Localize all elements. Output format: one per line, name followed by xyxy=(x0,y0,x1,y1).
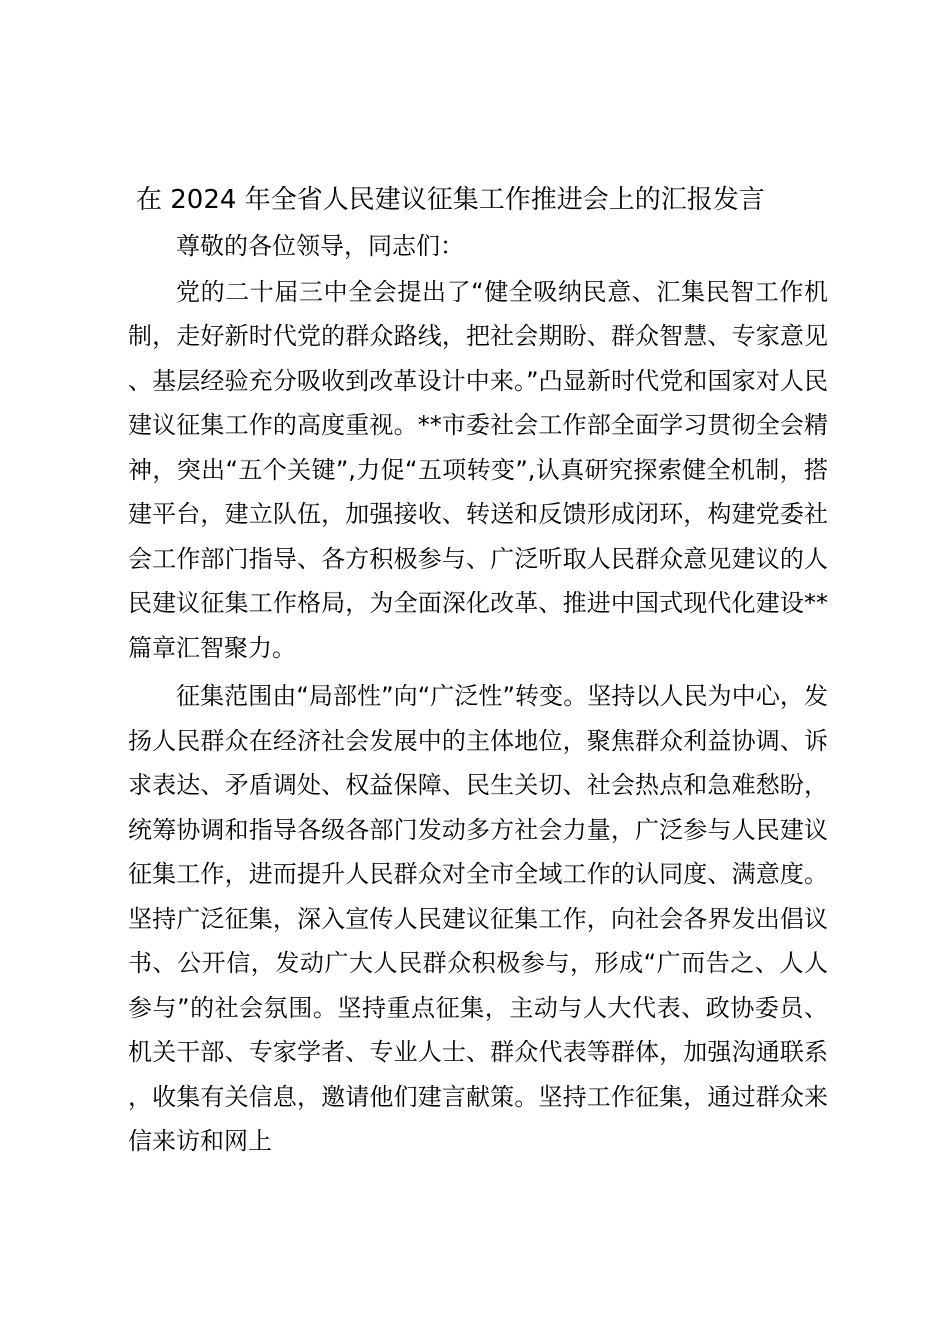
body-paragraph: 征集范围由“局部性”向“广泛性”转变。坚持以人民为中心，发扬人民群众在经济社会发展中的主体地位，聚焦群众利益协调、诉求表达、矛盾调处、权益保障、民生关切、社会热点和急难愁盼，统筹协调和指导各级各部门发动多方社会力量，广泛参与人民建议征集工作，进而提升人民群众对全市全域工作的认同度、满意度。坚持广泛征集，深入宣传人民建议征集工作，向社会各界发出倡议书、公开信，发动广大人民群众积极参与，形成“广而告之、人人参与”的社会氛围。坚持重点征集，主动与人大代表、政协委员、机关干部、专家学者、专业人士、群众代表等群体，加强沟通联系，收集有关信息，邀请他们建言献策。坚持工作征集，通过群众来信来访和网上 xyxy=(128,682,828,1155)
document-title: 在 2024 年全省人民建议征集工作推进会上的汇报发言 xyxy=(136,185,765,215)
greeting-line: 尊敬的各位领导，同志们： xyxy=(176,232,464,260)
body-paragraph: 党的二十届三中全会提出了“健全吸纳民意、汇集民智工作机制，走好新时代党的群众路线，把社会期盼、群众智慧、专家意见、基层经验充分吸收到改革设计中来。”凸显新时代党和国家对人民建议征集工作的高度重视。**市委社会工作部全面学习贯彻全会精神，突出“五个关键”,力促“五项转变”,认真研究探索健全机制，搭建平台，建立队伍，加强接收、转送和反馈形成闭环，构建党委社会工作部门指导、各方积极参与、广泛听取人民群众意见建议的人民建议征集工作格局，为全面深化改革、推进中国式现代化建设**篇章汇智聚力。 xyxy=(128,277,828,662)
document-body xyxy=(128,224,828,1164)
